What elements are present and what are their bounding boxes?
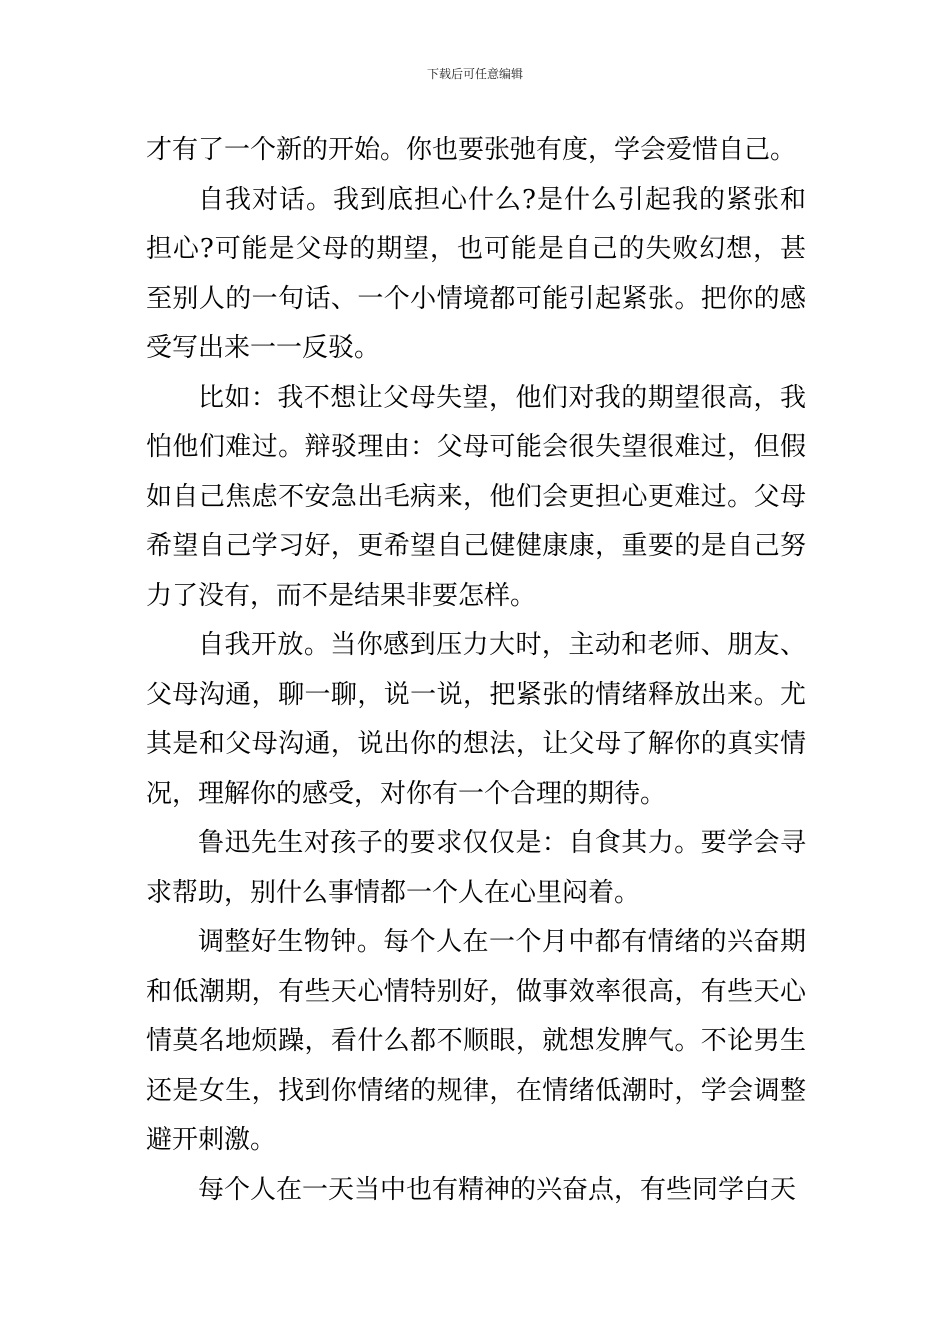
paragraph-continuation: 才有了一个新的开始。你也要张弛有度，学会爱惜自己。 — [146, 135, 797, 165]
page-header: 下载后可任意编辑 — [426, 67, 523, 81]
paragraph-self-openness: 自我开放。当你感到压力大时，主动和老师、朋友、父母沟通，聊一聊，说一说，把紧张的情绪释放出来。尤其是和父母沟通，说出你的想法，让父母了解你的真实情况，理解你的感受，对你有一个合理的期待。 — [146, 630, 806, 809]
paragraph-self-dialogue: 自我对话。我到底担心什么?是什么引起我的紧张和担心?可能是父母的期望，也可能是自己的失败幻想，甚至别人的一句话、一个小情境都可能引起紧张。把你的感受写出来一一反驳。 — [146, 184, 806, 363]
body-text — [146, 126, 806, 1215]
paragraph-biological-clock: 调整好生物钟。每个人在一个月中都有情绪的兴奋期和低潮期，有些天心情特别好，做事效率很高，有些天心情莫名地烦躁，看什么都不顺眼，就想发脾气。不论男生还是女生，找到你情绪的规律，在情绪低潮时，学会调整避开刺激。 — [146, 927, 806, 1155]
paragraph-lu-xun: 鲁迅先生对孩子的要求仅仅是：自食其力。要学会寻求帮助，别什么事情都一个人在心里闷着。 — [146, 828, 806, 908]
paragraph-daily-peak: 每个人在一天当中也有精神的兴奋点，有些同学白天 — [198, 1174, 797, 1205]
paragraph-example-rebuttal: 比如：我不想让父母失望，他们对我的期望很高，我怕他们难过。辩驳理由：父母可能会很失望很难过，但假如自己焦虑不安急出毛病来，他们会更担心更难过。父母希望自己学习好，更希望自己健健康康，重要的是自己努力了没有，而不是结果非要怎样。 — [146, 382, 806, 611]
